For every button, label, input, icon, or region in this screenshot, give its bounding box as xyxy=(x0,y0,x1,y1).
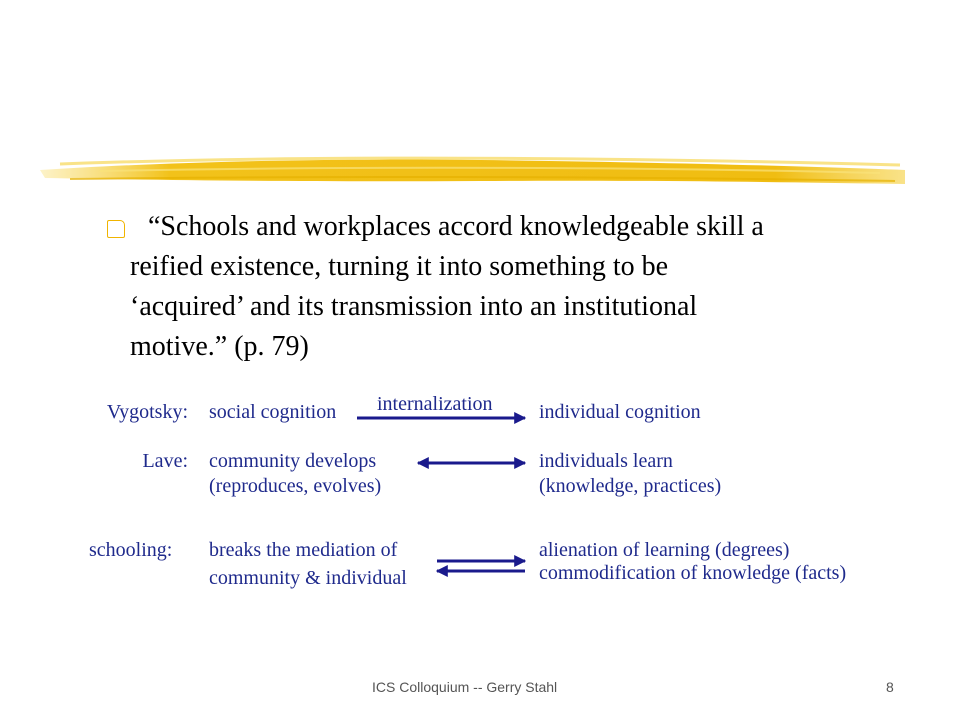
quote-line-2: reified existence, turning it into something to be xyxy=(130,251,669,282)
vygotsky-right: individual cognition xyxy=(539,401,701,423)
schooling-right-2: commodification of knowledge (facts) xyxy=(539,562,847,584)
quote-line-1: “Schools and workplaces accord knowledgeable skill a xyxy=(148,211,764,242)
quote-line-4: motive.” (p. 79) xyxy=(130,331,309,362)
schooling-left-2: community & individual xyxy=(209,567,407,589)
lave-right-1: individuals learn xyxy=(539,450,673,472)
schooling-label: schooling: xyxy=(89,539,173,561)
vygotsky-left: social cognition xyxy=(209,401,337,423)
page-number: 8 xyxy=(886,679,894,695)
vygotsky-arrow-label: internalization xyxy=(377,393,493,415)
lave-left-2: (reproduces, evolves) xyxy=(209,475,382,497)
lave-left-1: community develops xyxy=(209,450,377,472)
schooling-left-1: breaks the mediation of xyxy=(209,539,398,561)
vygotsky-label: Vygotsky: xyxy=(106,401,188,423)
footer-title: ICS Colloquium -- Gerry Stahl xyxy=(372,679,558,695)
lave-right-2: (knowledge, practices) xyxy=(539,475,722,497)
lave-label: Lave: xyxy=(142,450,188,472)
quote-line-3: ‘acquired’ and its transmission into an institutional xyxy=(130,291,698,322)
schooling-right-1: alienation of learning (degrees) xyxy=(539,539,790,561)
